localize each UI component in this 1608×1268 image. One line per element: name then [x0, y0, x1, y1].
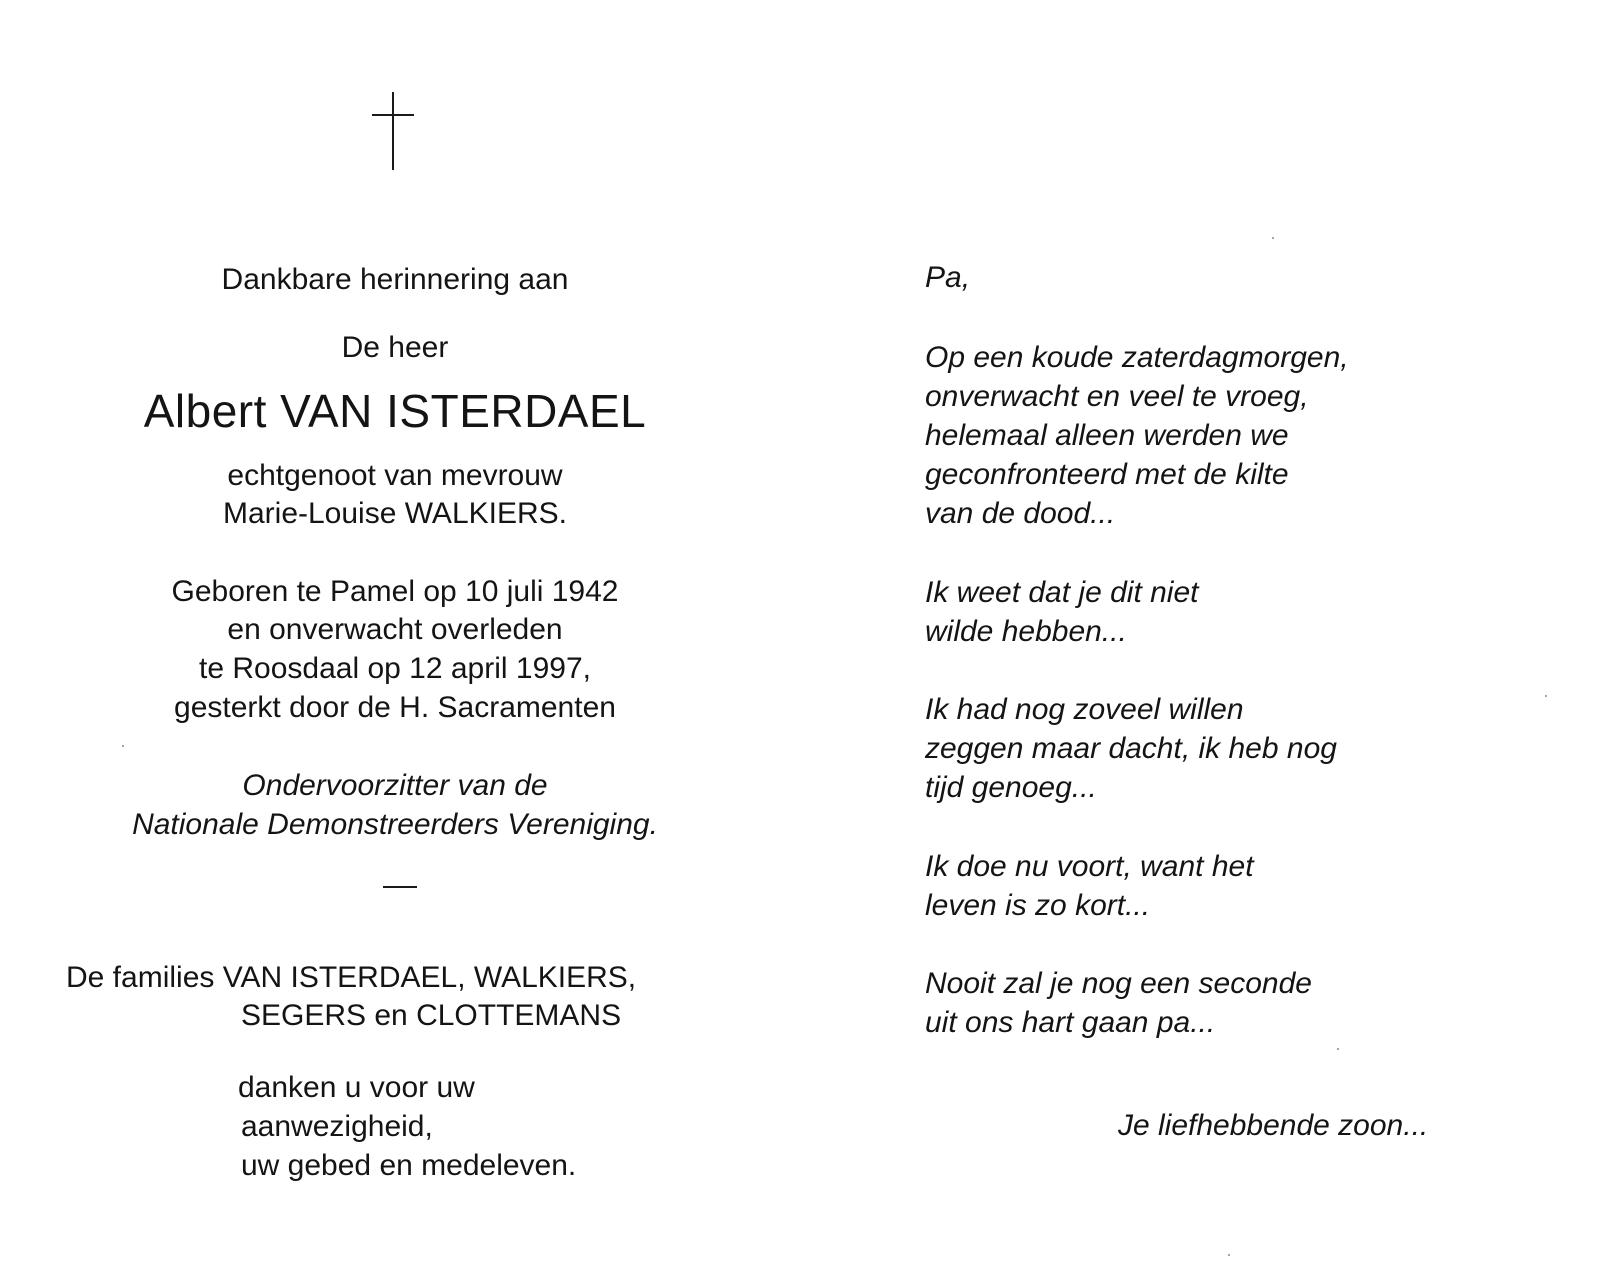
poem-line: Op een koude zaterdagmorgen,	[925, 341, 1349, 374]
thanks-line-2: aanwezigheid,	[241, 1110, 433, 1143]
birth-line: Geboren te Pamel op 10 juli 1942	[171, 575, 619, 608]
role-line-1: Ondervoorzitter van de	[242, 769, 548, 802]
poem-line: van de dood...	[925, 497, 1116, 530]
poem-line: Ik weet dat je dit niet	[925, 576, 1199, 609]
deceased-name: Albert VAN ISTERDAEL	[143, 385, 647, 437]
poem-line: Nooit zal je nog een seconde	[925, 967, 1312, 1000]
intro-text: Dankbare herinnering aan	[221, 263, 569, 296]
poem-line: leven is zo kort...	[925, 889, 1151, 922]
poem-signoff: Je liefhebbende zoon...	[1118, 1109, 1429, 1142]
cross-icon	[372, 92, 414, 170]
death-line-1: en onverwacht overleden	[227, 613, 563, 646]
poem-line: uit ons hart gaan pa...	[925, 1006, 1216, 1039]
poem-greeting: Pa,	[925, 261, 971, 294]
spouse-line-2: Marie-Louise WALKIERS.	[222, 497, 567, 530]
sacraments-line: gesterkt door de H. Sacramenten	[174, 691, 616, 724]
dash-divider	[383, 886, 417, 888]
families-line-1: De families VAN ISTERDAEL, WALKIERS,	[66, 961, 637, 994]
thanks-line-3: uw gebed en medeleven.	[241, 1149, 577, 1182]
families-line-2: SEGERS en CLOTTEMANS	[241, 999, 622, 1032]
death-line-2: te Roosdaal op 12 april 1997,	[199, 652, 591, 685]
thanks-line-1: danken u voor uw	[238, 1071, 475, 1104]
poem-line: Ik had nog zoveel willen	[925, 693, 1244, 726]
spouse-line-1: echtgenoot van mevrouw	[227, 459, 563, 492]
poem-line: tijd genoeg...	[925, 771, 1097, 804]
honorific: De heer	[341, 331, 449, 364]
poem-line: helemaal alleen werden we	[925, 419, 1289, 452]
role-line-2: Nationale Demonstreerders Vereniging.	[132, 808, 658, 841]
poem-line: Ik doe nu voort, want het	[925, 850, 1254, 883]
poem-line: onverwacht en veel te vroeg,	[925, 380, 1309, 413]
poem-line: geconfronteerd met de kilte	[925, 458, 1289, 491]
poem-line: zeggen maar dacht, ik heb nog	[925, 732, 1337, 765]
poem-line: wilde hebben...	[925, 615, 1127, 648]
